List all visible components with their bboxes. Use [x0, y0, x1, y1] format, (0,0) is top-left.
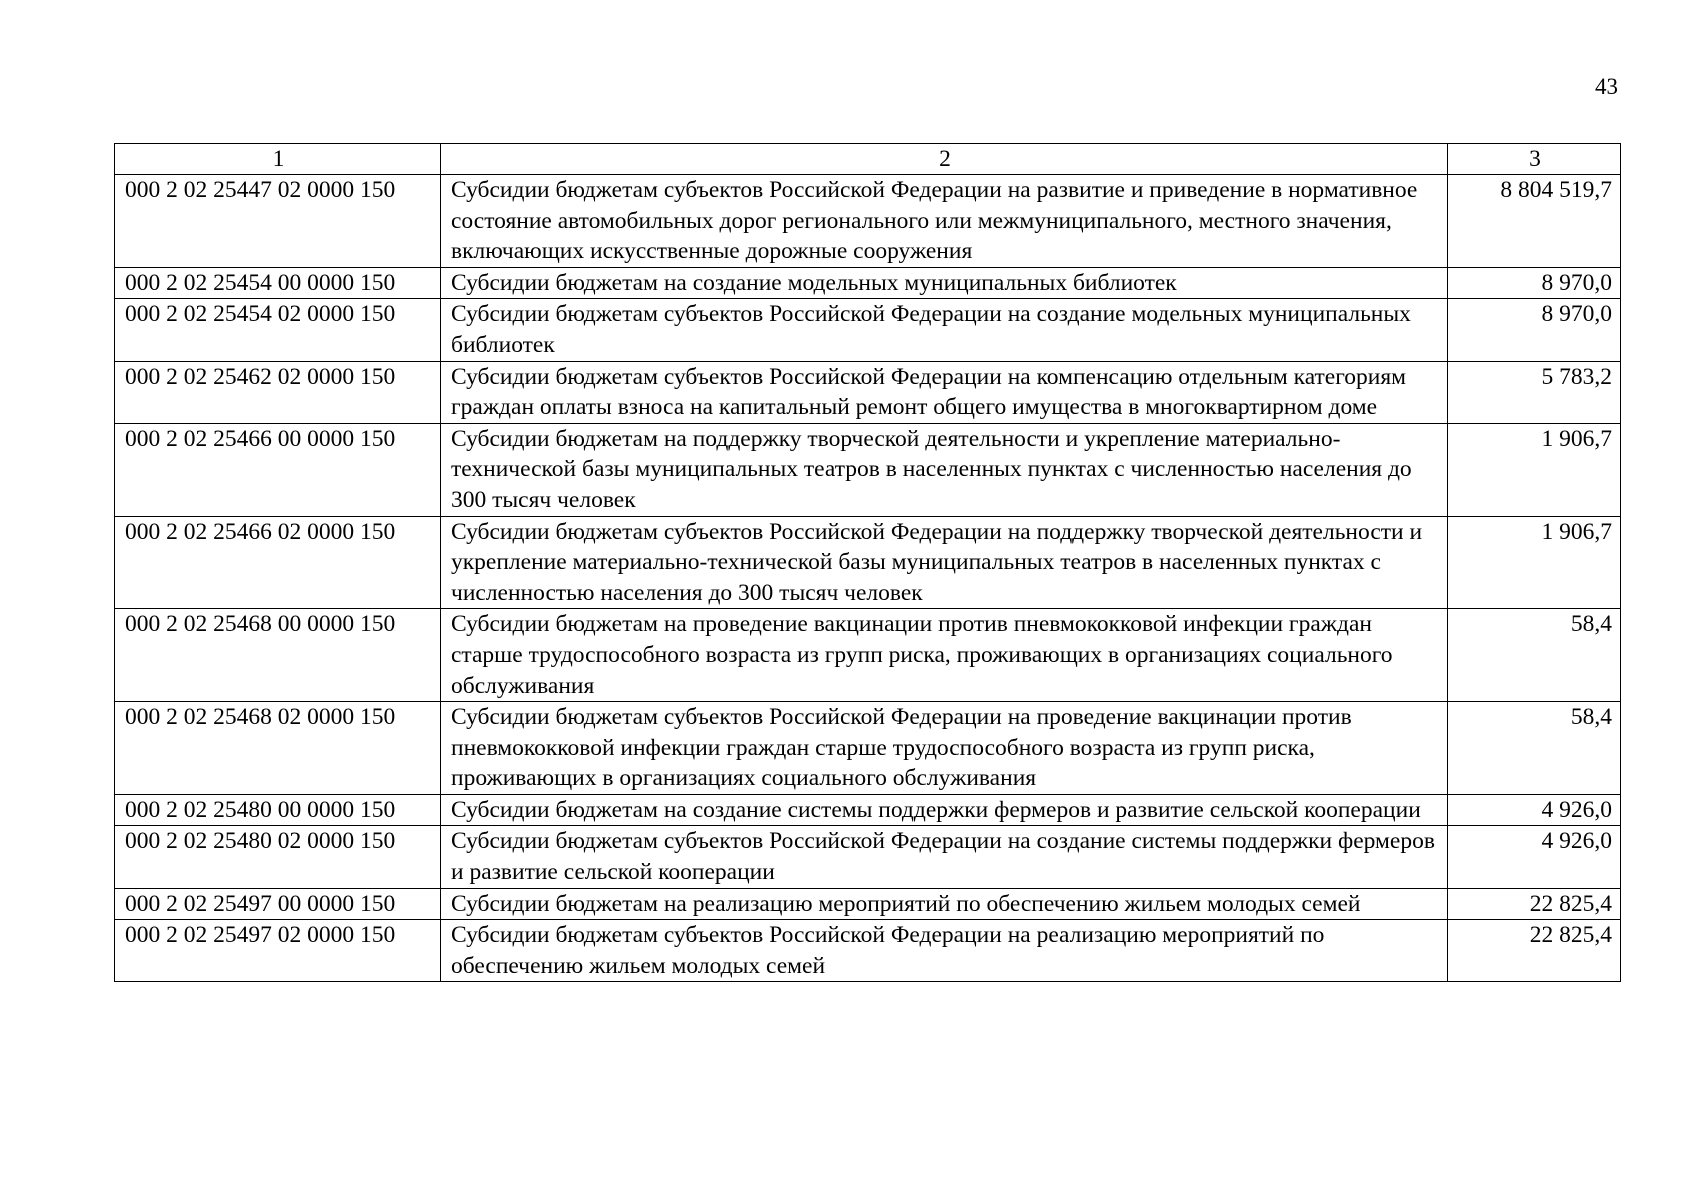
table-row	[115, 175, 1621, 268]
amount-cell: 1 906,7	[1448, 516, 1621, 609]
budget-code-cell: 000 2 02 25466 00 0000 150	[115, 423, 441, 516]
amount-cell: 8 970,0	[1448, 299, 1621, 361]
table-row	[115, 267, 1621, 299]
budget-code-cell: 000 2 02 25454 02 0000 150	[115, 299, 441, 361]
amount-cell: 58,4	[1448, 609, 1621, 702]
budget-code-cell: 000 2 02 25454 00 0000 150	[115, 267, 441, 299]
budget-code-cell: 000 2 02 25480 02 0000 150	[115, 826, 441, 888]
table-row	[115, 888, 1621, 920]
amount-cell: 22 825,4	[1448, 888, 1621, 920]
description-cell: Субсидии бюджетам субъектов Российской Федерации на реализацию мероприятий по обеспечению жильем молодых семей	[441, 920, 1448, 982]
table-row	[115, 516, 1621, 609]
budget-code-cell: 000 2 02 25468 00 0000 150	[115, 609, 441, 702]
amount-cell: 5 783,2	[1448, 361, 1621, 423]
amount-cell: 22 825,4	[1448, 920, 1621, 982]
budget-code-cell: 000 2 02 25468 02 0000 150	[115, 702, 441, 795]
description-cell: Субсидии бюджетам субъектов Российской Федерации на компенсацию отдельным категориям граждан оплаты взноса на капитальный ремонт общего имущества в многоквартирном доме	[441, 361, 1448, 423]
amount-cell: 4 926,0	[1448, 794, 1621, 826]
table-row	[115, 920, 1621, 982]
table-row	[115, 826, 1621, 888]
column-header-code: 1	[115, 144, 441, 175]
description-cell: Субсидии бюджетам субъектов Российской Федерации на создание системы поддержки фермеров и развитие сельской кооперации	[441, 826, 1448, 888]
table-row	[115, 361, 1621, 423]
description-cell: Субсидии бюджетам на реализацию мероприятий по обеспечению жильем молодых семей	[441, 888, 1448, 920]
description-cell: Субсидии бюджетам субъектов Российской Федерации на развитие и приведение в нормативное состояние автомобильных дорог регионального или межмуниципального, местного значения, включающих искусственные дорожные сооружения	[441, 175, 1448, 268]
page-number: 43	[1595, 74, 1618, 99]
table-row	[115, 423, 1621, 516]
description-cell: Субсидии бюджетам на проведение вакцинации против пневмококковой инфекции граждан старше трудоспособного возраста из групп риска, проживающих в организациях социального обслуживания	[441, 609, 1448, 702]
budget-code-cell: 000 2 02 25462 02 0000 150	[115, 361, 441, 423]
amount-cell: 58,4	[1448, 702, 1621, 795]
amount-cell: 8 804 519,7	[1448, 175, 1621, 268]
budget-table	[114, 143, 1621, 982]
description-cell: Субсидии бюджетам на создание системы поддержки фермеров и развитие сельской кооперации	[441, 794, 1448, 826]
amount-cell: 4 926,0	[1448, 826, 1621, 888]
budget-code-cell: 000 2 02 25466 02 0000 150	[115, 516, 441, 609]
description-cell: Субсидии бюджетам на поддержку творческой деятельности и укрепление материально-технической базы муниципальных театров в населенных пунктах с численностью населения до 300 тысяч человек	[441, 423, 1448, 516]
table-row	[115, 794, 1621, 826]
budget-code-cell: 000 2 02 25497 02 0000 150	[115, 920, 441, 982]
description-cell: Субсидии бюджетам субъектов Российской Федерации на проведение вакцинации против пневмококковой инфекции граждан старше трудоспособного возраста из групп риска, проживающих в организациях социального обслуживания	[441, 702, 1448, 795]
table-row	[115, 299, 1621, 361]
budget-code-cell: 000 2 02 25497 00 0000 150	[115, 888, 441, 920]
description-cell: Субсидии бюджетам на создание модельных муниципальных библиотек	[441, 267, 1448, 299]
table-row	[115, 702, 1621, 795]
table-header-row	[115, 144, 1621, 175]
column-header-description: 2	[441, 144, 1448, 175]
budget-code-cell: 000 2 02 25447 02 0000 150	[115, 175, 441, 268]
description-cell: Субсидии бюджетам субъектов Российской Федерации на создание модельных муниципальных библиотек	[441, 299, 1448, 361]
budget-code-cell: 000 2 02 25480 00 0000 150	[115, 794, 441, 826]
amount-cell: 8 970,0	[1448, 267, 1621, 299]
description-cell: Субсидии бюджетам субъектов Российской Федерации на поддержку творческой деятельности и укрепление материально-технической базы муниципальных театров в населенных пунктах с численностью населения до 300 тысяч человек	[441, 516, 1448, 609]
amount-cell: 1 906,7	[1448, 423, 1621, 516]
table-row	[115, 609, 1621, 702]
column-header-amount: 3	[1448, 144, 1621, 175]
table-body	[115, 175, 1621, 982]
